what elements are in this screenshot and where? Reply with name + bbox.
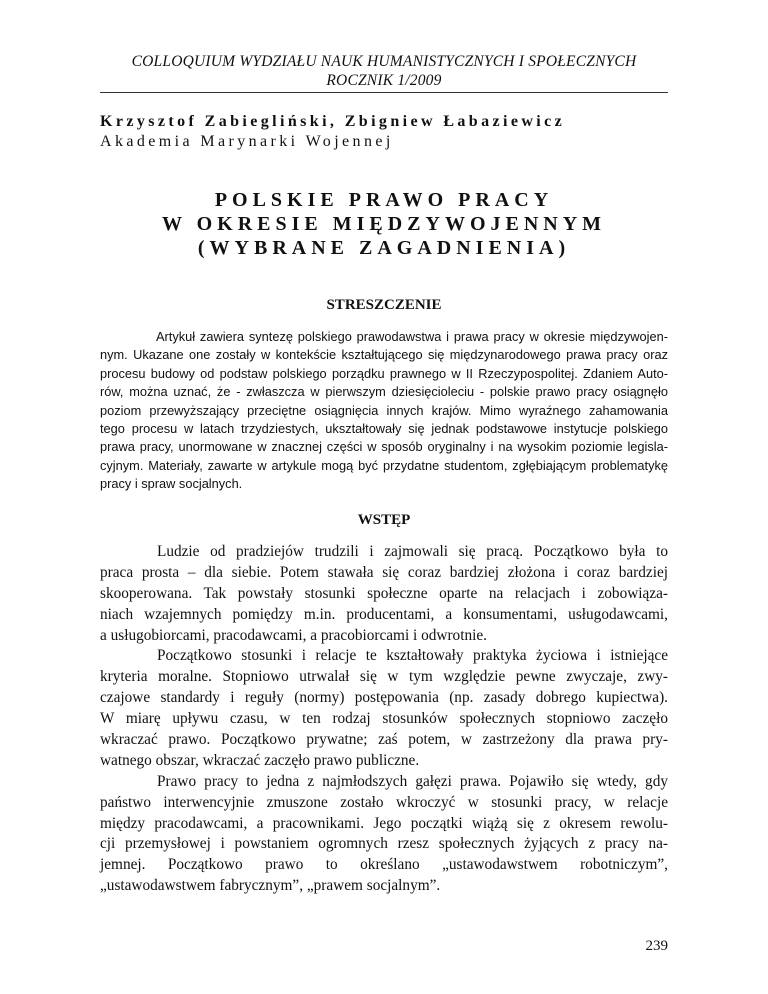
affiliation: Akademia Marynarki Wojennej	[100, 133, 394, 150]
body-line: Początkowo stosunki i relacje te kształtowały praktyka życiowa i istniejące	[157, 647, 668, 665]
abstract-line: poziom przewyższający przeciętne osiągnięcia innych krajów. Mimo wyraźnego zahamowania	[100, 402, 668, 418]
body-line: wkraczać prawo. Początkowo prywatne; zaś potem, w zastrzeżony dla prawa pry-	[100, 731, 668, 749]
page-number: 239	[645, 938, 668, 954]
abstract-line: rów, można uznać, że - zwłaszcza w pierwszym dziesięcioleciu - polskie prawo pracy osiągnęło	[100, 384, 668, 400]
body-line: Prawo pracy to jedna z najmłodszych gałęzi prawa. Pojawiło się wtedy, gdy	[157, 772, 668, 790]
body-line: czajowe standardy i reguły (normy) postępowania (np. zasady dobrego kupiectwa).	[100, 689, 668, 707]
body-line: między pracodawcami, a pracownikami. Jego początki wiążą się z okresem rewolu-	[100, 814, 668, 832]
header-divider	[100, 92, 668, 93]
abstract-line: tego procesu w latach trzydziestych, ukształtowały się jednak podstawowe instytucje polskiego	[100, 420, 668, 436]
title-line: W OKRESIE MIĘDZYWOJENNYM	[161, 213, 607, 235]
authors: Krzysztof Zabiegliński, Zbigniew Łabaziewicz	[100, 113, 566, 130]
body-line: a usługobiorcami, pracodawcami, a pracobiorcami i odwrotnie.	[100, 626, 487, 644]
running-header	[100, 52, 668, 90]
intro-heading: WSTĘP	[357, 512, 411, 528]
body-line: niach wzajemnych pomiędzy m.in. producentami, a konsumentami, usługodawcami,	[100, 605, 668, 623]
journal-name: COLLOQUIUM WYDZIAŁU NAUK HUMANISTYCZNYCH I SPOŁECZNYCH	[131, 53, 637, 70]
journal-volume: ROCZNIK 1/2009	[326, 72, 442, 89]
body-line: „ustawodawstwem fabrycznym”, „prawem socjalnym”.	[100, 877, 441, 895]
abstract-text	[100, 328, 668, 494]
body-line: Ludzie od pradziejów trudzili i zajmowali się pracą. Początkowo była to	[157, 543, 668, 560]
abstract-heading: STRESZCZENIE	[326, 297, 442, 313]
body-line: jemnej. Początkowo prawo to określano „ustawodawstwem robotniczym”,	[100, 856, 668, 874]
body-line: praca prosta – dla siebie. Potem stawała się coraz bardziej złożona i coraz bardziej	[100, 563, 668, 581]
abstract-line: cyjnym. Materiały, zawarte w artykule mogą być przydatne studentom, zgłębiającym problematykę	[100, 457, 668, 473]
article-title	[100, 188, 668, 260]
body-line: watnego obszar, wkraczać zaczęło prawo publiczne.	[100, 751, 420, 769]
abstract-line: pracy i spraw socjalnych.	[100, 476, 243, 492]
body-line: W miarę upływu czasu, w ten rodzaj stosunków społecznych stopniowo zaczęło	[100, 710, 668, 728]
body-line: kryteria moralne. Stopniowo utrwalał się w tym względzie pewne zwyczaje, zwy-	[100, 668, 668, 686]
body-line: państwo interwencyjnie zmuszone zostało wkroczyć w stosunki pracy, w relacje	[100, 793, 668, 811]
title-line: POLSKIE PRAWO PRACY	[214, 189, 554, 211]
intro-text	[100, 542, 668, 897]
abstract-line: Artykuł zawiera syntezę polskiego prawodawstwa i prawa pracy w okresie międzywojen-	[156, 329, 668, 344]
abstract-line: procesu budowy od podstaw polskiego porządku prawnego w II Rzeczypospolitej. Zdaniem Auto-	[100, 365, 668, 381]
body-line: cji przemysłowej i powstaniem ogromnych rzesz społecznych żyjących z pracy na-	[100, 835, 668, 853]
body-line: skooperowana. Tak powstały stosunki społeczne oparte na relacjach i zobowiąza-	[100, 584, 668, 602]
title-line: (WYBRANE ZAGADNIENIA)	[197, 237, 571, 259]
abstract-line: prawa pracy, unormowane w znacznej części w sposób oryginalny i na wysokim poziomie legisla-	[100, 439, 668, 455]
abstract-line: nym. Ukazane one zostały w kontekście kształtującego się międzynarodowego prawa pracy oraz	[100, 347, 668, 363]
